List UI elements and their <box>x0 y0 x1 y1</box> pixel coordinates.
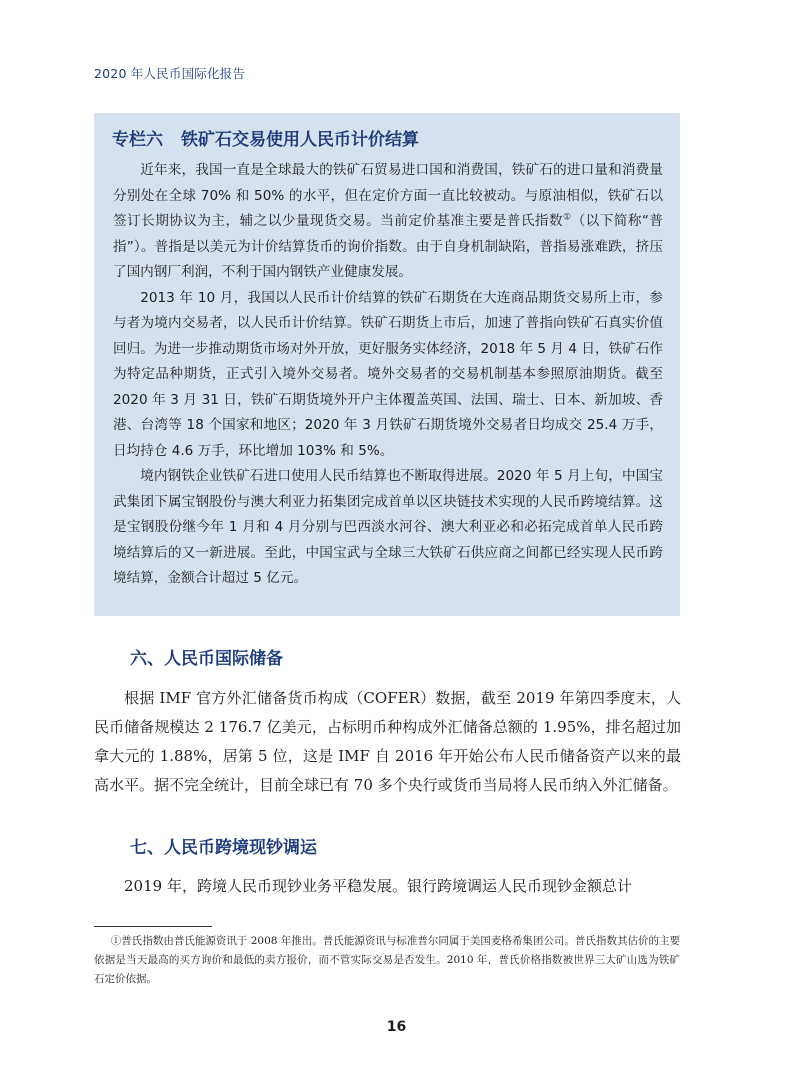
box-p1-text-b: （以下简称“普指”）。普指是以美元为计价结算货币的询价指数。由于自身机制缺陷，普指易涨难跌，挤压了国内钢厂利润，不利于国内钢铁产业健康发展。 <box>113 213 664 280</box>
section-6-body <box>94 684 681 800</box>
box-title <box>112 125 419 150</box>
section-6-heading: 六、人民币国际储备 <box>130 649 283 669</box>
box-paragraph-3: 境内钢铁企业铁矿石进口使用人民币结算也不断取得进展。2020 年 5 月上旬，中国宝武集团下属宝钢股份与澳大利亚力拓集团完成首单以区块链技术实现的人民币跨境结算。这是宝钢股份继今年 1 月和 4 月分别与巴西淡水河谷、澳大利亚必和必拓完成首单人民币跨境结算后的又一新进展。至此，中国宝武与全球三大铁矿石供应商之间都已经实现人民币跨境结算，金额合计超过 5 亿元。 <box>113 468 663 586</box>
running-header: 2020 年人民币国际化报告 <box>94 66 246 81</box>
footnote-divider <box>94 926 212 927</box>
footnote-text: ①普氏指数由普氏能源资讯于 2008 年推出。普氏能源资讯与标准普尔同属于美国麦格希集团公司。普氏指数其估价的主要依据是当天最高的买方询价和最低的卖方报价，而不管实际交易是否发生。2010 年，普氏价格指数被世界三大矿山选为铁矿石定价依据。 <box>94 935 680 985</box>
section-6-paragraph: 根据 IMF 官方外汇储备货币构成（COFER）数据，截至 2019 年第四季度末，人民币储备规模达 2 176.7 亿美元，占标明币种构成外汇储备总额的 1.95%，排名超过加拿大元的 1.88%，居第 5 位，这是 IMF 自 2016 年开始公布人民币储备资产以来的最高水平。据不完全统计，目前全球已有 70 多个央行或货币当局将人民币纳入外汇储备。 <box>94 689 681 794</box>
box-paragraph-1 <box>113 158 663 286</box>
sidebar-box <box>94 113 680 616</box>
section-7-body <box>94 872 681 901</box>
box-body <box>113 158 663 592</box>
page-number: 16 <box>386 1019 407 1035</box>
box-paragraph-2: 2013 年 10 月，我国以人民币计价结算的铁矿石期货在大连商品期货交易所上市，参与者为境内交易者，以人民币计价结算。铁矿石期货上市后，加速了普指向铁矿石真实价值回归。为进一步推动期货市场对外开放，更好服务实体经济，2018 年 5 月 4 日，铁矿石作为特定品种期货，正式引入境外交易者。境外交易者的交易机制基本参照原油期货。截至 2020 年 3 月 31 日，铁矿石期货境外开户主体覆盖英国、法国、瑞士、日本、新加坡、香港、台湾等 18 个国家和地区；2020 年 3 月铁矿石期货境外交易者日均成交 25.4 万手，日均持仓 4.6 万手，环比增加 103% 和 5%。 <box>113 289 663 459</box>
box-tag: 专栏六 <box>112 130 163 150</box>
footnote-reference[interactable]: ① <box>563 212 572 223</box>
section-7-paragraph: 2019 年，跨境人民币现钞业务平稳发展。银行跨境调运人民币现钞金额总计 <box>124 877 632 895</box>
section-7-heading: 七、人民币跨境现钞调运 <box>130 838 317 858</box>
box-p1-text-a: 近年来，我国一直是全球最大的铁矿石贸易进口国和消费国，铁矿石的进口量和消费量分别处在全球 70% 和 50% 的水平，但在定价方面一直比较被动。与原油相似，铁矿石以签订长期协议为主，辅之以少量现货交易。当前定价基准主要是普氏指数 <box>113 162 663 229</box>
footnote <box>94 932 680 989</box>
box-title-text: 铁矿石交易使用人民币计价结算 <box>181 130 419 150</box>
